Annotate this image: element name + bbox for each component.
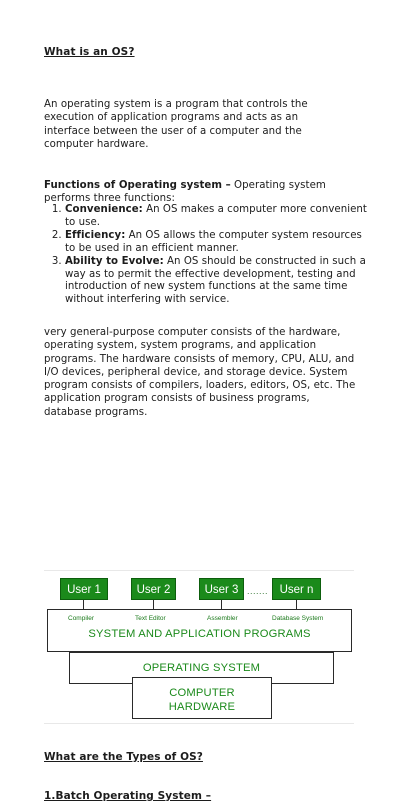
connector-line	[83, 600, 84, 609]
function-term: Convenience:	[65, 204, 143, 215]
intro-paragraph: An operating system is a program that controls the execution of application programs and acts as an interface between the user of a computer and the computer hardware.	[44, 99, 308, 150]
user-box-3: User 3	[199, 578, 244, 600]
sub-label-text-editor: Text Editor	[135, 615, 166, 622]
connector-line	[221, 600, 222, 609]
general-purpose-paragraph: very general-purpose computer consists of the hardware, operating system, system programs, and application programs. The hardware consists of memory, CPU, ALU, and I/O devices, peripheral device, and storage device. System program consists of compilers, loaders, editors, OS, etc. The application program consists of business programs, database programs.	[44, 327, 356, 418]
user-box-n: User n	[272, 578, 321, 600]
hardware-line-2: HARDWARE	[168, 701, 236, 713]
function-text: An OS allows the computer system resources to be used in an efficient manner.	[65, 229, 362, 254]
user-box-2: User 2	[131, 578, 176, 600]
user-box-1: User 1	[60, 578, 108, 600]
connector-line	[153, 600, 154, 609]
system-programs-box	[47, 609, 352, 652]
functions-list	[44, 204, 375, 307]
function-item-convenience	[65, 204, 375, 230]
function-text: An OS should be constructed in such a way as to permit the effective development, testing and introduction of new system functions at the same time without interfering with service.	[65, 255, 366, 306]
computer-hardware-label	[133, 686, 271, 714]
functions-intro	[44, 179, 364, 206]
connector-line	[296, 600, 297, 609]
functions-heading: Functions of Operating system –	[44, 180, 231, 191]
heading-batch-os: 1.Batch Operating System –	[44, 790, 212, 802]
computer-hardware-box	[132, 677, 272, 719]
sub-label-database-system: Database System	[272, 615, 324, 622]
functions-intro-text: Operating system performs three functions:	[44, 180, 326, 205]
os-layers-diagram	[44, 570, 354, 724]
function-item-efficiency	[65, 230, 375, 256]
operating-system-label: OPERATING SYSTEM	[142, 662, 261, 674]
function-text: An OS makes a computer more convenient to use.	[65, 204, 367, 228]
heading-types-of-os: What are the Types of OS?	[44, 751, 203, 763]
function-term: Efficiency:	[65, 229, 126, 241]
system-programs-label: SYSTEM AND APPLICATION PROGRAMS	[88, 628, 311, 640]
function-item-ability-to-evolve	[65, 256, 375, 308]
ellipsis-dots: .......	[247, 586, 269, 596]
sub-label-compiler: Compiler	[68, 615, 95, 622]
heading-what-is-os: What is an OS?	[44, 46, 135, 58]
hardware-line-1: COMPUTER	[169, 687, 235, 699]
sub-label-assembler: Assembler	[207, 615, 238, 622]
function-term: Ability to Evolve:	[65, 255, 164, 267]
